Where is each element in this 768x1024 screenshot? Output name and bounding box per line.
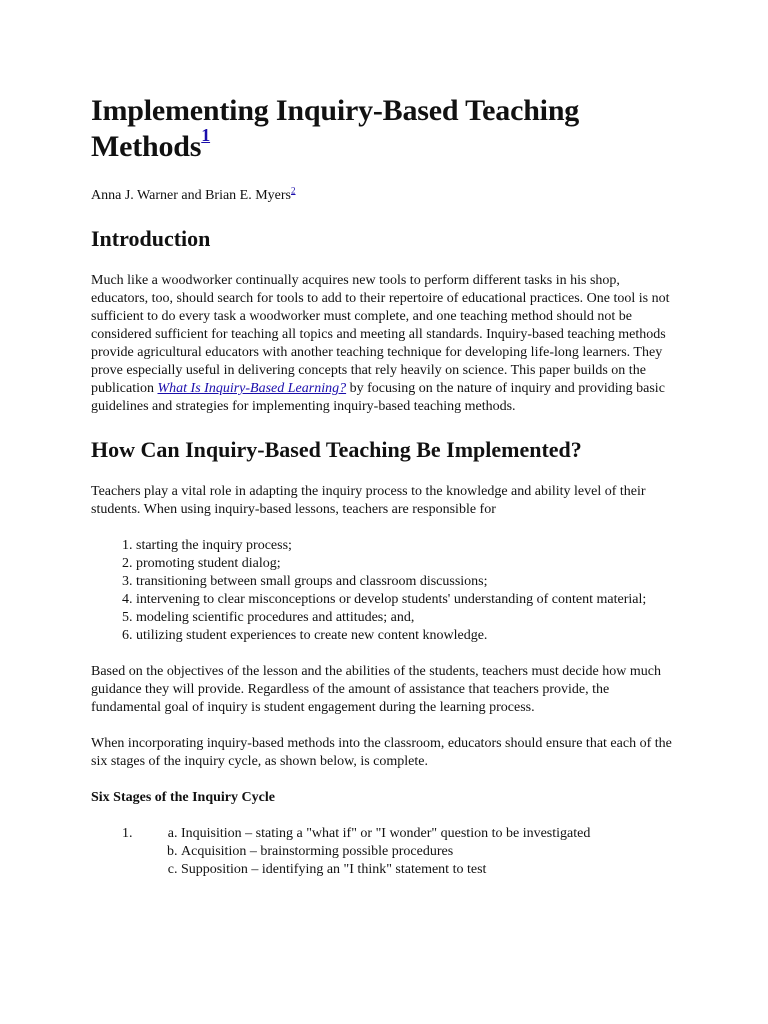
author-names: Anna J. Warner and Brian E. Myers [91, 188, 292, 203]
inquiry-cycle-paragraph: When incorporating inquiry-based methods into the classroom, educators should ensure that each of the six stages of the inquiry cycle, as shown below, is complete. [91, 736, 672, 769]
introduction-text-before-link: Much like a woodworker continually acquires new tools to perform different tasks in his shop, educators, too, should search for tools to add to their repertoire of educational practices. One tool is not sufficient to do every task a woodworker must complete, and one teaching method should not be considered sufficient for teaching all topics and meeting all standards. Inquiry-based teaching methods provide agricultural educators with another teaching technique for developing life-long learners. They prove especially useful in delivering concepts that rely heavily on science. This paper builds on the publication [91, 273, 670, 396]
introduction-paragraph [91, 272, 678, 416]
page-title-text: Implementing Inquiry-Based Teaching Methods [91, 94, 580, 163]
stages-outer-list [91, 825, 678, 879]
what-is-inquiry-link[interactable]: What Is Inquiry-Based Learning? [157, 381, 347, 396]
guidance-paragraph: Based on the objectives of the lesson and the abilities of the students, teachers must decide how much guidance they will provide. Regardless of the amount of assistance that teachers provide, the fundamental goal of inquiry is student engagement during the learning process. [91, 664, 661, 715]
author-footnote-link[interactable]: 2 [291, 185, 296, 196]
list-item: 1. starting the inquiry process; [136, 537, 678, 555]
stages-heading: Six Stages of the Inquiry Cycle [91, 790, 275, 805]
title-footnote-link[interactable]: 1 [201, 125, 211, 145]
list-item: 3. transitioning between small groups and classroom discussions; [136, 573, 678, 591]
list-item: b. Acquisition – brainstorming possible procedures [181, 843, 678, 861]
introduction-heading: Introduction [91, 226, 211, 251]
list-item: 5. modeling scientific procedures and attitudes; and, [136, 609, 678, 627]
list-item: 4. intervening to clear misconceptions or develop students' understanding of content material; [136, 591, 678, 609]
list-item: a. 1. Inquisition – stating a "what if" or "I wonder" question to be investigated [181, 825, 678, 843]
page-title [91, 0, 678, 165]
implementation-intro-paragraph: Teachers play a vital role in adapting the inquiry process to the knowledge and ability level of their students. When using inquiry-based lessons, teachers are responsible for [91, 484, 646, 517]
author-line [91, 187, 678, 205]
stages-outer-item [136, 825, 678, 879]
introduction-text-after-link: by focusing on the nature of inquiry and providing basic guidelines and strategies for implementing inquiry-based teaching methods. [91, 381, 665, 414]
list-item: c. Supposition – identifying an "I think" statement to test [181, 861, 678, 879]
teacher-roles-list [91, 537, 678, 645]
title-footnote [201, 125, 210, 145]
author-footnote [291, 185, 296, 195]
stages-sub-list [136, 825, 678, 879]
implementation-heading: How Can Inquiry-Based Teaching Be Implemented? [91, 437, 582, 462]
list-item: 6. utilizing student experiences to create new content knowledge. [136, 627, 678, 645]
list-item: 2. promoting student dialog; [136, 555, 678, 573]
